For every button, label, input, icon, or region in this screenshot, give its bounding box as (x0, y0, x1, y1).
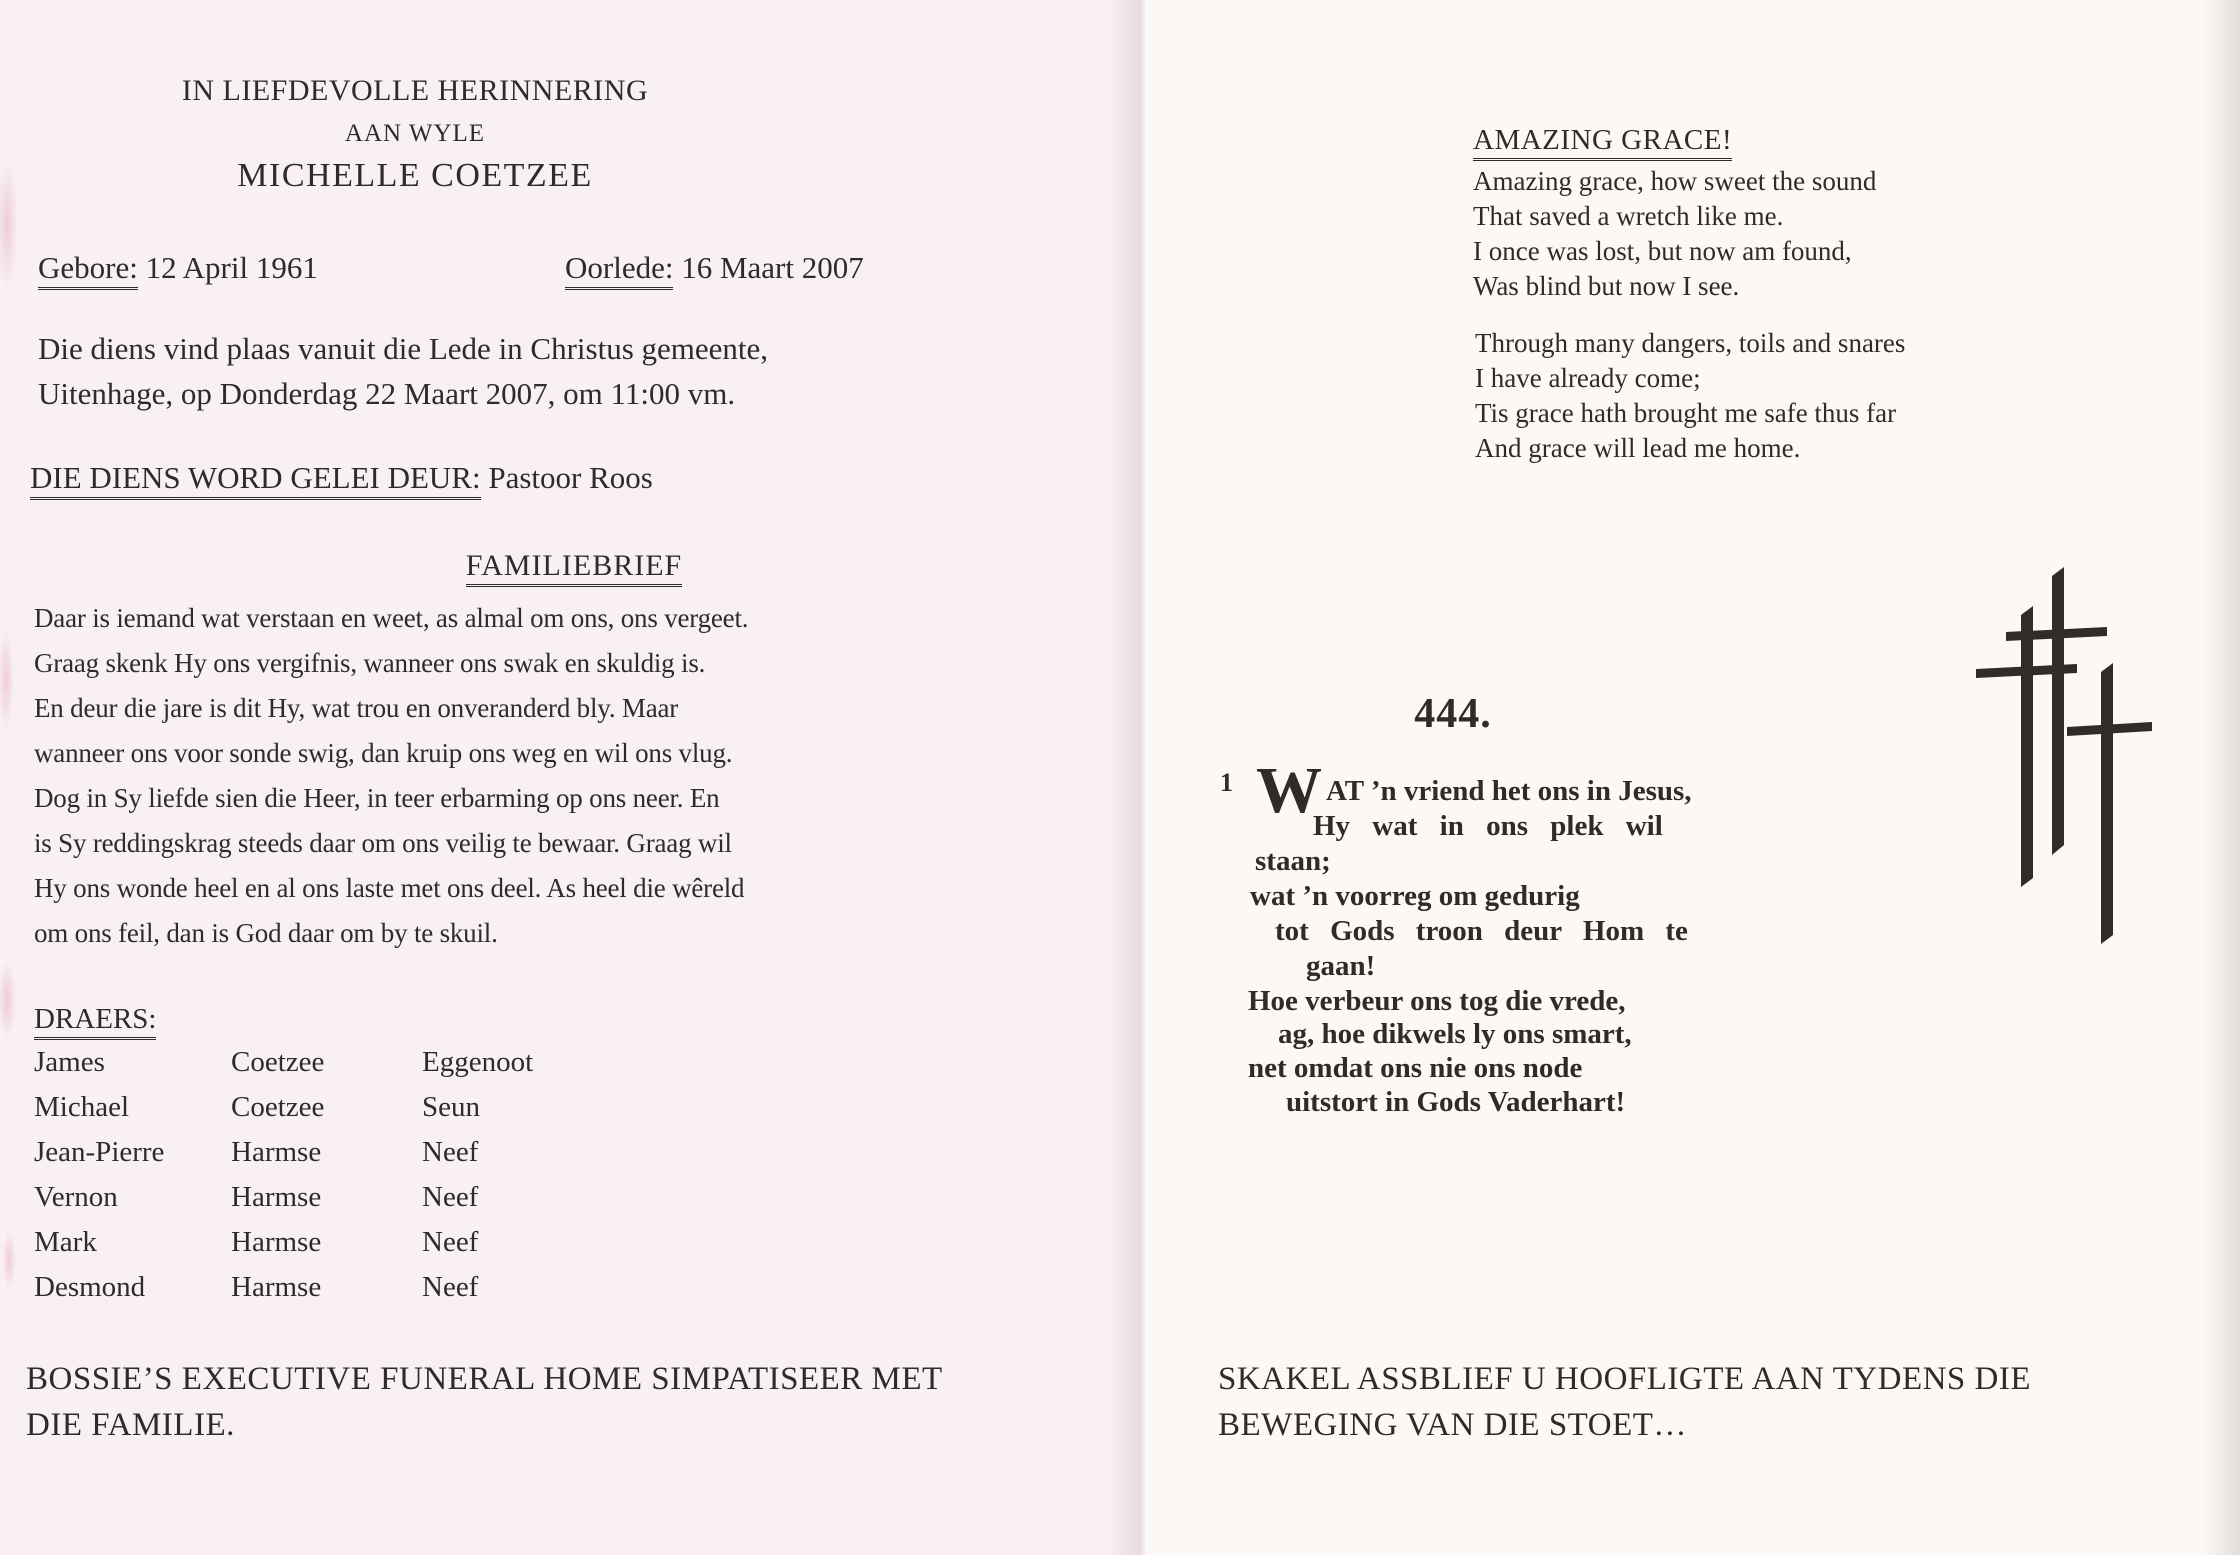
table-row (34, 1271, 674, 1316)
dates-row (0, 250, 1148, 290)
service-details (38, 326, 1018, 416)
text-line: En deur die jare is dit Hy, wat trou en onveranderd bly. Maar (34, 693, 679, 723)
born-date (38, 250, 318, 286)
text-line: I once was lost, but now am found, (1473, 236, 1852, 266)
text-line: Amazing grace, how sweet the sound (1473, 166, 1877, 196)
text-line: Graag skenk Hy ons vergifnis, wanneer ons swak en skuldig is. (34, 648, 706, 678)
amazing-grace-verse-1 (1473, 164, 1876, 304)
text-line: Daar is iemand wat verstaan en weet, as almal om ons, ons vergeet. (34, 603, 749, 633)
procession-note (1218, 1356, 2218, 1448)
text-line: Tis grace hath brought me safe thus far (1475, 398, 1897, 428)
bearer-first-name: Jean-Pierre (34, 1136, 165, 1168)
text-line: And grace will lead me home. (1475, 433, 1801, 463)
hymn-line: net omdat ons nie ons node (1248, 1052, 1583, 1084)
page-right (1148, 0, 2240, 1555)
bearers-heading: DRAERS: (34, 1003, 156, 1036)
bearer-first-name: Vernon (34, 1181, 118, 1213)
hymn-verse-number: 1 (1220, 768, 1233, 797)
aan-wyle-line: AAN WYLE (344, 120, 486, 147)
text-line: That saved a wretch like me. (1473, 201, 1784, 231)
hymn-line: gaan! (1306, 950, 1376, 982)
text-line: Hy ons wonde heel en al ons laste met ons deel. As heel die wêreld (34, 873, 745, 903)
scan-edge-shadow (2204, 0, 2240, 1555)
memorial-header (0, 74, 830, 195)
amazing-grace-heading: AMAZING GRACE! (1473, 124, 1732, 157)
bearer-relation: Neef (422, 1226, 479, 1258)
deceased-name: MICHELLE COETZEE (237, 157, 593, 194)
service-line: Die diens vind plaas vanuit die Lede in Christus gemeente, (38, 331, 769, 366)
scan-smudge (2, 1230, 16, 1290)
bearer-relation: Eggenoot (422, 1046, 534, 1078)
hymn-line: staan; (1255, 845, 1331, 877)
text-line: SKAKEL ASSBLIEF U HOOFLIGTE AAN TYDENS DIE (1218, 1361, 2032, 1397)
amazing-grace-verse-2 (1475, 326, 1905, 466)
page-fold (1108, 0, 1148, 1555)
table-row (34, 1046, 674, 1091)
bearer-first-name: Desmond (34, 1271, 146, 1303)
family-letter-heading: FAMILIEBRIEF (0, 549, 1148, 583)
bearer-first-name: Michael (34, 1091, 130, 1123)
service-line: Uitenhage, op Donderdag 22 Maart 2007, om 11:00 vm. (38, 376, 736, 411)
hymn-dropcap: W (1256, 754, 1322, 827)
service-leader (30, 460, 653, 496)
service-leader-value: Pastoor Roos (488, 460, 653, 495)
bearer-last-name: Harmse (231, 1181, 322, 1213)
bearer-last-name: Harmse (231, 1226, 322, 1258)
bearers-table (34, 1046, 674, 1316)
born-label: Gebore: (38, 250, 138, 290)
hymn-line: AT ’n vriend het ons in Jesus, (1326, 775, 1692, 807)
bearer-relation: Neef (422, 1271, 479, 1303)
text-line: Through many dangers, toils and snares (1475, 328, 1906, 358)
bearer-first-name: Mark (34, 1226, 97, 1258)
hymn-line: Hoe verbeur ons tog die vrede, (1248, 985, 1626, 1017)
text-line: BOSSIE’S EXECUTIVE FUNERAL HOME SIMPATISEER MET (26, 1361, 943, 1397)
died-value: 16 Maart 2007 (681, 250, 864, 285)
table-row (34, 1226, 674, 1271)
scan-smudge (0, 960, 16, 1040)
hymn-number: 444. (1414, 691, 1492, 737)
three-crosses-icon (1975, 567, 2157, 944)
hymn-line: uitstort in Gods Vaderhart! (1286, 1086, 1626, 1118)
table-row (34, 1181, 674, 1226)
text-line: BEWEGING VAN DIE STOET… (1218, 1407, 1687, 1443)
bearer-last-name: Coetzee (231, 1046, 325, 1078)
table-row (34, 1136, 674, 1181)
funeral-home-note (26, 1356, 1116, 1448)
table-row (34, 1091, 674, 1136)
bearer-last-name: Coetzee (231, 1091, 325, 1123)
died-date (565, 250, 864, 286)
text-line: Dog in Sy liefde sien die Heer, in teer erbarming op ons neer. En (34, 783, 720, 813)
service-leader-label: DIE DIENS WORD GELEI DEUR: (30, 460, 481, 500)
hymn-line: ag, hoe dikwels ly ons smart, (1278, 1018, 1632, 1050)
family-letter-body (34, 596, 1054, 956)
text-line: om ons feil, dan is God daar om by te skuil. (34, 918, 498, 948)
hymn-line: tot Gods troon deur Hom te (1275, 915, 1688, 947)
bearer-last-name: Harmse (231, 1136, 322, 1168)
bearer-relation: Neef (422, 1181, 479, 1213)
text-line: wanneer ons voor sonde swig, dan kruip ons weg en wil ons vlug. (34, 738, 733, 768)
scan-smudge (0, 630, 14, 730)
bearer-relation: Neef (422, 1136, 479, 1168)
born-value: 12 April 1961 (145, 250, 318, 285)
hymn-line: wat ’n voorreg om gedurig (1250, 880, 1580, 912)
died-label: Oorlede: (565, 250, 673, 290)
hymn-line: Hy wat in ons plek wil (1313, 810, 1663, 842)
text-line: DIE FAMILIE. (26, 1407, 235, 1443)
text-line: is Sy reddingskrag steeds daar om ons veilig te bewaar. Graag wil (34, 828, 732, 858)
bearer-first-name: James (34, 1046, 105, 1078)
bearer-relation: Seun (422, 1091, 480, 1123)
text-line: I have already come; (1475, 363, 1701, 393)
bearer-last-name: Harmse (231, 1271, 322, 1303)
memorial-line: IN LIEFDEVOLLE HERINNERING (181, 74, 649, 107)
text-line: Was blind but now I see. (1473, 271, 1740, 301)
